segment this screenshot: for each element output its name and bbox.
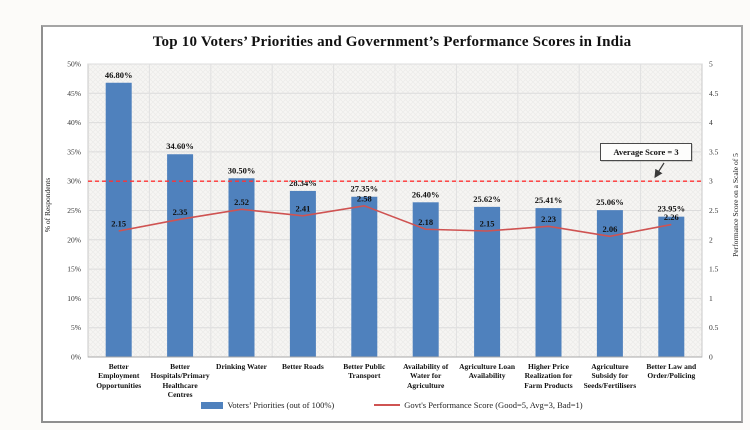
legend-bar-swatch [201, 402, 223, 409]
category-label: Agriculture Loan Availability [459, 362, 516, 381]
legend-line-swatch [374, 404, 400, 406]
legend-label: Govt's Performance Score (Good=5, Avg=3, Bad=1) [404, 400, 583, 410]
bar [351, 197, 377, 357]
right-tick: 3.5 [709, 147, 719, 157]
right-tick: 1.5 [709, 264, 719, 274]
plot-area [43, 27, 741, 421]
left-tick: 15% [67, 264, 81, 274]
line-value-label: 2.35 [172, 206, 188, 217]
chart-frame [41, 25, 743, 423]
line-value-label: 2.06 [602, 223, 618, 234]
line-value-label: 2.15 [111, 218, 127, 229]
category-label: Agriculture Subsidy for Seeds/Fertilisers [583, 362, 637, 390]
bar-value-label: 46.80% [104, 69, 133, 80]
left-tick: 20% [67, 235, 81, 245]
category-label: Better Law and Order/Policing [646, 362, 697, 381]
left-tick: 35% [67, 147, 81, 157]
right-tick: 2.5 [709, 206, 719, 215]
line-value-label: 2.58 [356, 193, 372, 204]
left-tick: 45% [67, 88, 81, 98]
right-tick: 0.5 [709, 323, 719, 333]
chart-title: Top 10 Voters’ Priorities and Government’s Performance Scores in India [152, 34, 632, 50]
bar-value-label: 28.34% [289, 177, 317, 188]
category-label: Availability of Water for Agriculture [403, 362, 449, 390]
right-tick: 3 [709, 176, 713, 186]
bar-value-label: 34.60% [166, 141, 194, 152]
right-tick: 2 [709, 235, 713, 245]
category-label: Better Hospitals/Primary Healthcare Centres [150, 362, 210, 400]
bar [167, 154, 193, 357]
legend-label: Voters’ Priorities (out of 100%) [227, 400, 335, 410]
right-tick: 4 [709, 118, 713, 128]
average-score-annotation: Average Score = 3 [600, 143, 692, 161]
line-value-label: 2.26 [663, 212, 679, 223]
category-label: Better Employment Opportunities [96, 362, 142, 390]
bar-value-label: 23.95% [657, 203, 686, 214]
left-tick: 5% [71, 323, 81, 333]
left-tick: 40% [67, 118, 81, 128]
legend-item [201, 400, 334, 410]
right-tick: 4.5 [709, 88, 719, 98]
bar-value-label: 25.62% [473, 193, 501, 204]
line-value-label: 2.52 [234, 196, 249, 207]
bar-value-label: 25.41% [534, 195, 563, 206]
legend [43, 400, 741, 410]
left-tick: 0% [71, 352, 81, 362]
category-label: Higher Price Realization for Farm Products [524, 362, 573, 390]
left-axis-title: % of Respondents [43, 177, 52, 233]
line-value-label: 2.41 [295, 203, 311, 214]
right-tick: 0 [709, 352, 713, 362]
right-axis-title: Performance Score on a Scale of 5 [731, 153, 740, 257]
category-label: Better Roads [282, 362, 324, 371]
bar-value-label: 30.50% [227, 165, 256, 176]
right-tick: 5 [709, 59, 713, 69]
left-tick: 10% [67, 293, 81, 303]
bar-value-label: 25.06% [596, 197, 624, 208]
bar-value-label: 26.40% [411, 189, 440, 200]
line-value-label: 2.23 [541, 213, 556, 224]
bar [658, 217, 684, 357]
bar [536, 208, 562, 357]
line-value-label: 2.15 [479, 218, 495, 229]
legend-item [374, 400, 582, 410]
left-tick: 50% [67, 59, 81, 69]
category-label: Drinking Water [216, 362, 267, 371]
line-value-label: 2.18 [418, 216, 434, 227]
right-tick: 1 [709, 293, 713, 303]
left-tick: 30% [67, 176, 81, 186]
bar-value-label: 27.35% [350, 183, 379, 194]
category-label: Better Public Transport [343, 362, 386, 381]
bar [474, 207, 500, 357]
left-tick: 25% [67, 206, 81, 215]
